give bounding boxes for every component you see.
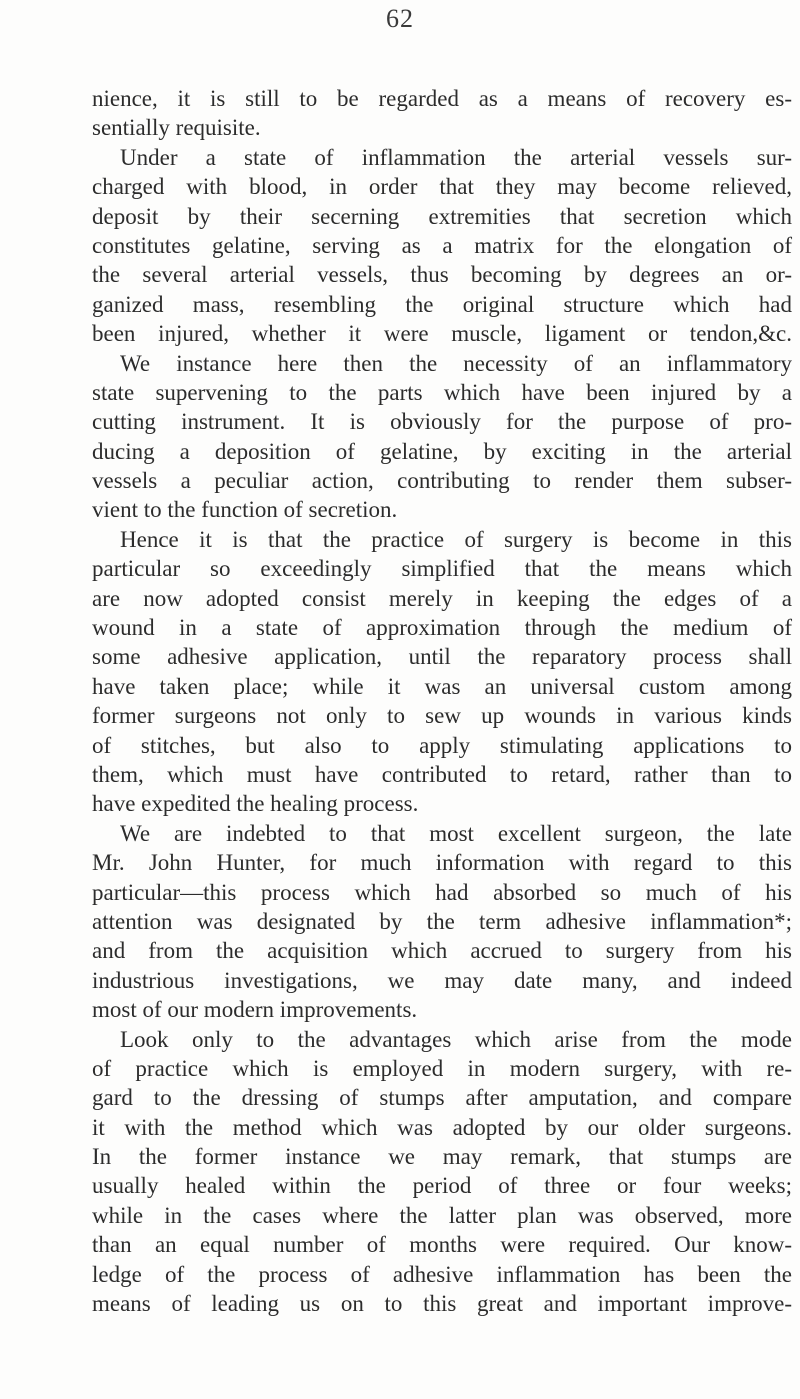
text-line: than an equal number of months were required. Our know- <box>92 1232 792 1258</box>
text-line: Look only to the advantages which arise from the mode <box>120 1026 792 1052</box>
text-line: have expedited the healing process. <box>92 791 419 817</box>
text-line: state supervening to the parts which have been injured by a <box>92 379 792 405</box>
page-number: 62 <box>386 4 414 33</box>
text-line: sentially requisite. <box>92 115 261 141</box>
text-line: most of our modern improvements. <box>92 997 418 1023</box>
text-line: cutting instrument. It is obviously for the purpose of pro- <box>92 409 792 435</box>
text-line: wound in a state of approximation through the medium of <box>92 615 792 641</box>
text-line: vient to the function of secretion. <box>92 497 398 523</box>
text-line: industrious investigations, we may date many, and indeed <box>92 967 792 993</box>
text-line: attention was designated by the term adhesive inflammation*; <box>92 908 792 934</box>
text-line: former surgeons not only to sew up wounds in various kinds <box>92 703 792 729</box>
text-line: usually healed within the period of three or four weeks; <box>92 1173 792 1199</box>
text-line: constitutes gelatine, serving as a matrix for the elongation of <box>92 232 792 258</box>
body-text <box>92 84 792 1318</box>
text-line: ducing a deposition of gelatine, by exciting in the arterial <box>92 438 792 464</box>
text-line: them, which must have contributed to retard, rather than to <box>92 761 792 787</box>
text-line: of practice which is employed in modern surgery, with re- <box>92 1055 792 1081</box>
text-line: We instance here then the necessity of an inflammatory <box>120 350 792 376</box>
text-line: We are indebted to that most excellent surgeon, the late <box>120 820 792 846</box>
text-line: Hence it is that the practice of surgery is become in this <box>120 526 792 552</box>
text-line: are now adopted consist merely in keeping the edges of a <box>92 585 792 611</box>
text-line: Under a state of inflammation the arterial vessels sur- <box>120 144 792 170</box>
text-line: ganized mass, resembling the original structure which had <box>92 291 792 317</box>
text-line: of stitches, but also to apply stimulating applications to <box>92 732 792 758</box>
text-line: and from the acquisition which accrued to surgery from his <box>92 938 792 964</box>
text-line: some adhesive application, until the reparatory process shall <box>92 644 792 670</box>
text-line: it with the method which was adopted by our older surgeons. <box>92 1114 792 1140</box>
text-line: deposit by their secerning extremities that secretion which <box>92 203 792 229</box>
text-line: gard to the dressing of stumps after amputation, and compare <box>92 1085 792 1111</box>
text-line: nience, it is still to be regarded as a means of recovery es- <box>92 86 792 111</box>
text-line: particular—this process which had absorbed so much of his <box>92 879 792 905</box>
text-line: means of leading us on to this great and important improve- <box>92 1291 792 1317</box>
text-line: Mr. John Hunter, for much information with regard to this <box>92 850 792 876</box>
text-line: charged with blood, in order that they may become relieved, <box>92 174 792 200</box>
text-line: while in the cases where the latter plan was observed, more <box>92 1202 792 1228</box>
text-line: particular so exceedingly simplified that the means which <box>92 556 792 582</box>
text-line: been injured, whether it were muscle, ligament or tendon,&c. <box>92 321 792 347</box>
text-line: In the former instance we may remark, that stumps are <box>92 1144 792 1170</box>
text-line: the several arterial vessels, thus becoming by degrees an or- <box>92 262 792 288</box>
text-line: ledge of the process of adhesive inflammation has been the <box>92 1261 792 1287</box>
text-line: have taken place; while it was an universal custom among <box>92 673 792 699</box>
text-line: vessels a peculiar action, contributing to render them subser- <box>92 468 792 494</box>
